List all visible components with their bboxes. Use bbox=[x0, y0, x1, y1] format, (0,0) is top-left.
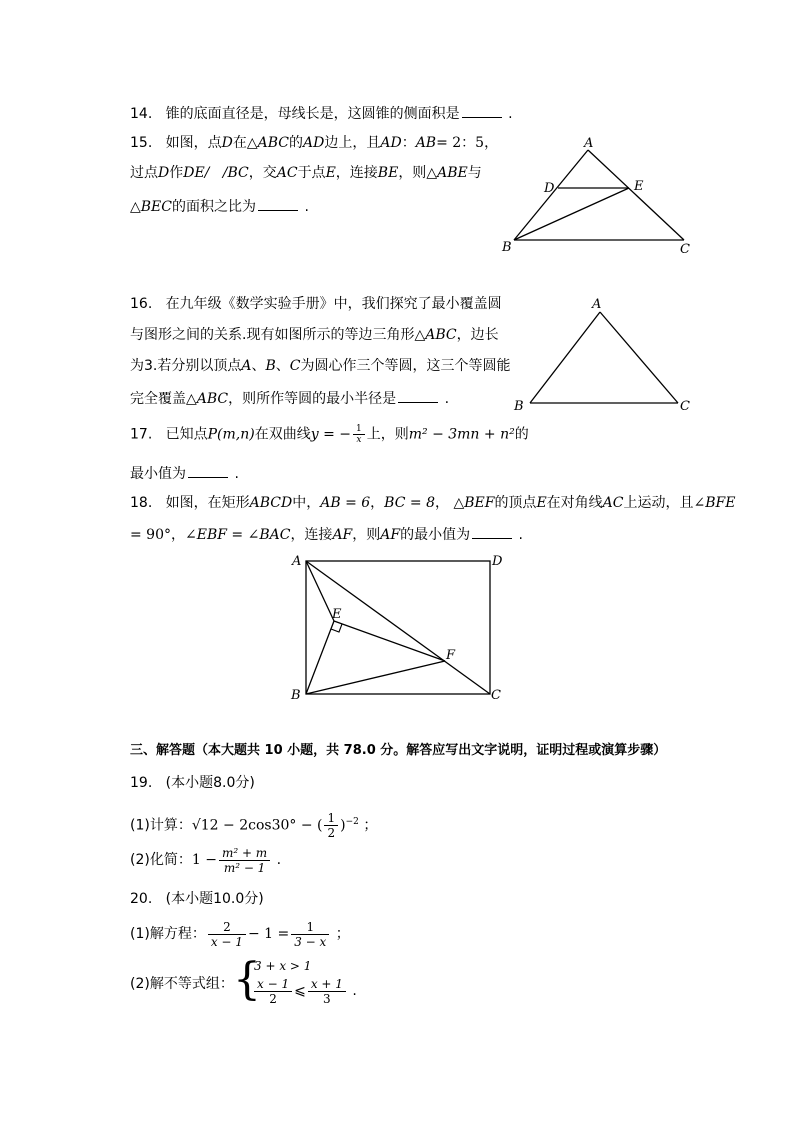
frac-den: 2 bbox=[327, 826, 336, 841]
q15-text: ： bbox=[401, 135, 416, 151]
diagonal-ac bbox=[306, 561, 490, 694]
q18-text: 在对角线 bbox=[546, 495, 603, 511]
math-be: BE bbox=[377, 165, 399, 181]
math-le: ⩽ bbox=[294, 983, 306, 999]
frac-den: 2 bbox=[269, 991, 277, 1006]
math-D: D bbox=[221, 135, 233, 151]
q16-line4 bbox=[130, 388, 449, 409]
q19-part1-label: (1)计算： bbox=[130, 817, 192, 834]
q18-text: ，连接 bbox=[290, 527, 333, 543]
q19-end: . bbox=[276, 852, 282, 868]
math-point-p: P(m,n) bbox=[207, 426, 255, 443]
math-fraction bbox=[324, 811, 338, 840]
q14 bbox=[130, 103, 513, 124]
math-expression: m² − 3mn + n² bbox=[408, 426, 515, 443]
q16-text: 、 bbox=[275, 358, 290, 374]
q15-end: . bbox=[304, 199, 309, 215]
math-y-eq: y = − bbox=[310, 426, 351, 443]
label-e: E bbox=[634, 179, 644, 194]
q20-part2-label: (2)解不等式组： bbox=[130, 976, 234, 992]
q14-text: 锥的底面直径是，母线长是，这圆锥的侧面积是 bbox=[165, 106, 460, 122]
q18-text: ， bbox=[370, 495, 385, 511]
segment-ae bbox=[306, 561, 334, 621]
q18-text: 的最小值为 bbox=[400, 527, 471, 543]
q19-score: (本小题8.0分) bbox=[165, 775, 255, 791]
q15-text: 的 bbox=[289, 135, 303, 151]
q18-angle-90: = 90°， bbox=[130, 527, 185, 543]
q18-text: ，则 bbox=[352, 527, 381, 543]
q16-text: 与图形之间的关系.现有如图所示的等边三角形 bbox=[130, 327, 415, 343]
label-b: B bbox=[291, 688, 301, 703]
q16-line2 bbox=[130, 325, 499, 345]
q17-text: 已知点 bbox=[165, 426, 208, 443]
q18-end: . bbox=[518, 527, 523, 543]
segment-bf bbox=[306, 661, 445, 694]
answer-blank bbox=[398, 388, 438, 403]
q16-text: ，边长 bbox=[456, 327, 499, 343]
q18-text: 中， bbox=[292, 495, 321, 511]
segment-be bbox=[306, 621, 334, 694]
math-ac: AC bbox=[276, 165, 298, 181]
math-af: AF bbox=[380, 527, 401, 543]
math-B: B bbox=[265, 358, 276, 374]
side-ab bbox=[530, 312, 600, 403]
label-e: E bbox=[332, 607, 342, 622]
math-E: E bbox=[536, 495, 547, 511]
frac-num: 2 bbox=[208, 920, 246, 935]
q17-end: . bbox=[234, 466, 239, 482]
math-angle-bfe: ∠BFE bbox=[693, 495, 736, 511]
q17-number: 17. bbox=[130, 426, 153, 443]
answer-blank bbox=[258, 196, 298, 211]
q18-line2 bbox=[130, 524, 523, 545]
math-expression: √12 − 2cos30° − ( bbox=[191, 817, 323, 834]
math-fraction bbox=[308, 977, 346, 1006]
math-expression: 1 − bbox=[191, 852, 217, 868]
section-heading: 三、解答题（本大题共 10 小题，共 78.0 分。解答应写出文字说明，证明过程或演算步骤） bbox=[130, 743, 667, 758]
q19-part1 bbox=[130, 807, 377, 841]
math-fraction bbox=[254, 977, 292, 1006]
q18-text: ， bbox=[434, 495, 449, 511]
q14-number: 14. bbox=[130, 106, 153, 122]
q19-end: ； bbox=[363, 817, 378, 834]
math-C: C bbox=[289, 358, 301, 374]
q15-triangle-figure bbox=[498, 132, 698, 258]
segment-be bbox=[514, 188, 629, 240]
math-tri-abc: △ABC bbox=[414, 327, 457, 343]
q15-line3 bbox=[130, 196, 309, 217]
frac-den: x − 1 bbox=[210, 934, 243, 949]
math-bc-eq: BC = 8 bbox=[384, 495, 435, 511]
q16-end: . bbox=[444, 391, 450, 407]
q15-ratio: = 2：5， bbox=[436, 135, 499, 151]
side-ac bbox=[600, 312, 678, 403]
q16-text: 、 bbox=[251, 358, 266, 374]
q18-text: 上运动，且 bbox=[623, 495, 694, 511]
q16-text: 在九年级《数学实验手册》中，我们探究了最小覆盖圆 bbox=[165, 296, 502, 312]
q15-line1 bbox=[130, 133, 498, 153]
answer-blank bbox=[188, 463, 228, 478]
q15-text: 与 bbox=[467, 165, 482, 181]
math-fraction bbox=[291, 920, 329, 949]
frac-den: m² − 1 bbox=[223, 860, 266, 875]
q18-text: 的顶点 bbox=[494, 495, 537, 511]
math-af: AF bbox=[332, 527, 353, 543]
math-tri-abe: △ABE bbox=[426, 165, 468, 181]
q15-number: 15. bbox=[130, 135, 153, 151]
q16-text: 完全覆盖 bbox=[130, 391, 186, 407]
math-ab: AB bbox=[415, 135, 437, 151]
math-fraction bbox=[353, 424, 365, 445]
q17-text: 上，则 bbox=[366, 426, 409, 443]
q15-text: 过点 bbox=[130, 165, 158, 181]
side-ac bbox=[588, 150, 684, 240]
q16-number: 16. bbox=[130, 296, 153, 312]
q15-text: ，交 bbox=[248, 165, 277, 181]
q16-line1 bbox=[130, 294, 502, 314]
math-fraction bbox=[219, 846, 270, 875]
math-exponent: −2 bbox=[345, 817, 359, 827]
segment-ef bbox=[334, 621, 445, 661]
q16-line3 bbox=[130, 356, 511, 376]
q20-header bbox=[130, 889, 264, 909]
label-a: A bbox=[292, 554, 302, 569]
frac-num: m² + m bbox=[219, 846, 270, 861]
q14-end: . bbox=[508, 106, 513, 122]
q15-text: ，则 bbox=[398, 165, 427, 181]
q20-part1 bbox=[130, 919, 350, 949]
label-a: A bbox=[592, 297, 602, 312]
q20-inequality-1: 3 + x > 1 bbox=[254, 959, 312, 973]
q19-header bbox=[130, 773, 255, 793]
q18-rectangle-figure bbox=[286, 550, 508, 708]
q20-end: ； bbox=[335, 926, 350, 942]
math-expression: ) bbox=[340, 817, 346, 834]
label-c: C bbox=[680, 242, 690, 257]
label-b: B bbox=[514, 399, 524, 414]
q18-number: 18. bbox=[130, 495, 153, 511]
frac-num: x + 1 bbox=[308, 977, 346, 992]
math-tri-bef: △BEF bbox=[453, 495, 495, 511]
label-d: D bbox=[492, 554, 503, 569]
label-c: C bbox=[491, 688, 501, 703]
q15-text: ，连接 bbox=[335, 165, 378, 181]
math-de-parallel-bc: DE/ /BC bbox=[183, 165, 249, 181]
answer-blank bbox=[462, 103, 502, 118]
q20-score: (本小题10.0分) bbox=[165, 891, 264, 907]
frac-num: x − 1 bbox=[254, 977, 292, 992]
q17-text: 在双曲线 bbox=[254, 426, 311, 443]
q15-text: 边上，且 bbox=[324, 135, 381, 151]
q15-line2 bbox=[130, 163, 482, 183]
q17-text: 最小值为 bbox=[130, 466, 186, 482]
q17-line2 bbox=[130, 463, 239, 484]
q18-text: 如图，在矩形 bbox=[165, 495, 250, 511]
frac-num: 1 bbox=[353, 424, 365, 435]
q15-text: 如图，点 bbox=[165, 135, 222, 151]
q17-line1 bbox=[130, 424, 529, 445]
math-tri-bec: △BEC bbox=[130, 199, 172, 215]
math-fraction bbox=[208, 920, 246, 949]
answer-blank bbox=[472, 524, 512, 539]
q15-text: 于点 bbox=[297, 165, 326, 181]
frac-den: x bbox=[356, 435, 362, 445]
label-d: D bbox=[544, 181, 555, 196]
math-ad: AD bbox=[303, 135, 325, 151]
frac-num: 1 bbox=[324, 811, 338, 826]
label-f: F bbox=[446, 648, 456, 663]
q20-end: . bbox=[352, 983, 357, 999]
label-c: C bbox=[680, 399, 690, 414]
q18-line1 bbox=[130, 493, 735, 513]
math-abcd: ABCD bbox=[249, 495, 293, 511]
math-ac: AC bbox=[602, 495, 624, 511]
q20-number: 20. bbox=[130, 891, 153, 907]
q15-text: 在 bbox=[232, 135, 247, 151]
label-b: B bbox=[502, 240, 512, 255]
math-D: D bbox=[158, 165, 170, 181]
q17-text: 的 bbox=[514, 426, 529, 443]
frac-den: 3 − x bbox=[294, 934, 327, 949]
math-angle-equality: ∠EBF = ∠BAC bbox=[185, 527, 291, 543]
q19-part2-label: (2)化简： bbox=[130, 852, 192, 868]
q20-part1-label: (1)解方程： bbox=[130, 926, 206, 942]
math-expression: − 1 = bbox=[247, 926, 290, 942]
math-ab-eq: AB = 6 bbox=[320, 495, 371, 511]
math-ad: AD bbox=[380, 135, 402, 151]
q19-part2 bbox=[130, 845, 281, 875]
q16-text: 为3.若分别以顶点 bbox=[130, 358, 242, 374]
label-a: A bbox=[584, 136, 594, 151]
q15-text: 的面积之比为 bbox=[172, 199, 256, 215]
frac-den: 3 bbox=[323, 991, 331, 1006]
q16-text: ，则所作等圆的最小半径是 bbox=[228, 391, 397, 407]
q20-inequality-2 bbox=[252, 976, 357, 1006]
q19-number: 19. bbox=[130, 775, 153, 791]
system-brace: { bbox=[233, 954, 261, 1005]
math-tri-abc: △ABC bbox=[186, 391, 229, 407]
math-A: A bbox=[241, 358, 252, 374]
q15-text: 作 bbox=[169, 165, 184, 181]
math-tri-abc: △ABC bbox=[246, 135, 289, 151]
q16-text: 为圆心作三个等圆，这三个等圆能 bbox=[300, 358, 511, 374]
math-E: E bbox=[325, 165, 336, 181]
frac-num: 1 bbox=[291, 920, 329, 935]
q16-equilateral-triangle-figure bbox=[508, 292, 708, 417]
